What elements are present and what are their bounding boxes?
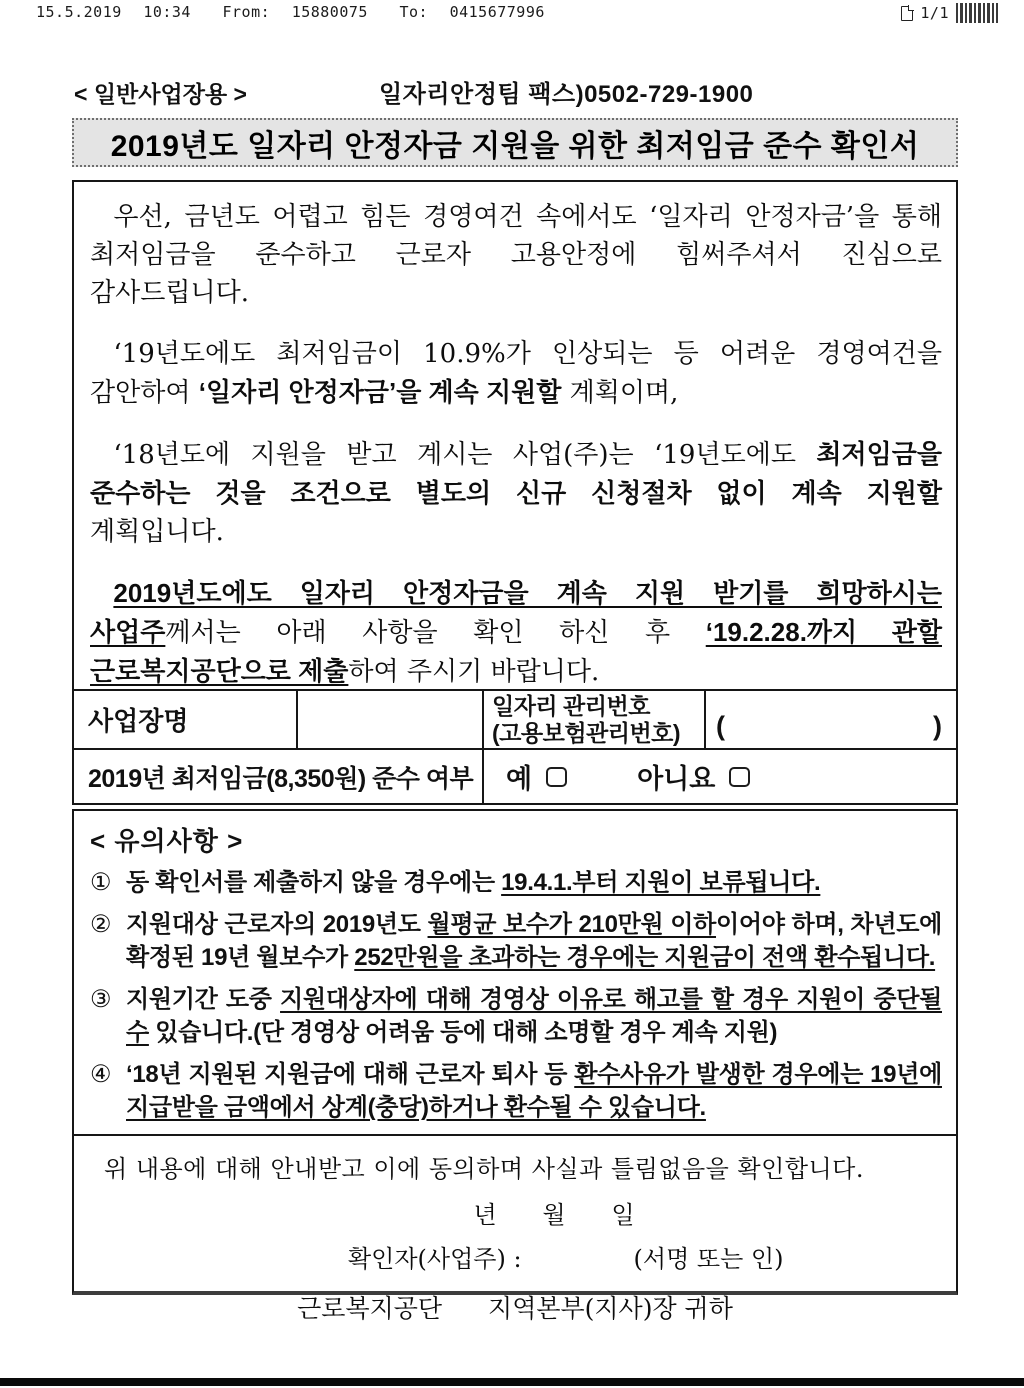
business-name-label: 사업장명: [88, 706, 189, 736]
fax-from-label: From:: [222, 3, 271, 21]
fax-barcode-icon: [956, 3, 998, 23]
fax-to-label: To:: [399, 3, 429, 21]
scan-edge-bar: [0, 1378, 1024, 1386]
notice-text-4: ‘18년 지원된 지원금에 대해 근로자 퇴사 등 환수사유가 발생한 경우에는 19년에 지급받을 금액에서 상계(충당)하거나 환수될 수 있습니다.: [126, 1061, 942, 1121]
job-number-label-line2: (고용보험관리번호): [492, 719, 681, 746]
no-checkbox[interactable]: [729, 767, 750, 787]
notice-number-2: ②: [90, 911, 112, 938]
notice-text-1: 동 확인서를 제출하지 않을 경우에는 19.4.1.부터 지원이 보류됩니다.: [126, 869, 821, 896]
document-title: 2019년도 일자리 안정자금 지원을 위한 최저임금 준수 확인서: [110, 129, 920, 163]
recipient-org: 근로복지공단: [297, 1294, 443, 1323]
job-number-label: [482, 691, 704, 748]
body-paragraph-4: 2019년도에도 일자리 안정자금을 계속 지원 받기를 희망하시는 사업주께서는 아래 사항을 확인 하신 후 ‘19.2.28.까지 관할 근로복지공단으로 제출하여 주시기 바랍니다.: [90, 578, 942, 687]
yes-checkbox[interactable]: [546, 767, 567, 787]
fax-page-info: [901, 3, 998, 23]
fax-time: 10:34: [143, 3, 191, 21]
fax-date: 15.5.2019: [36, 3, 122, 21]
notice-number-1: ①: [90, 869, 112, 896]
job-number-input[interactable]: [704, 691, 956, 748]
document-body: [72, 74, 958, 1323]
signer-label: 확인자(사업주) :: [348, 1245, 522, 1273]
business-name-input[interactable]: [296, 691, 482, 748]
signature-line: [74, 1239, 956, 1274]
fax-meta: [36, 3, 557, 21]
document-page-icon: [901, 6, 913, 21]
notice-item-1: [90, 866, 942, 899]
notice-text-2: 지원대상 근로자의 2019년도 월평균 보수가 210만원 이하이어야 하며, 차년도에 확정된 19년 월보수가 252만원을 초과하는 경우에는 지원금이 전액 환수됩니다.: [126, 911, 943, 971]
compliance-question-label: 2019년 최저임금(8,350원) 준수 여부: [74, 748, 482, 803]
form-table: [72, 689, 958, 805]
yes-label: 예: [506, 764, 533, 794]
body-paragraph-2: ‘19년도에도 최저임금이 10.9%가 인상되는 등 어려운 경영여건을 감안하여 ‘일자리 안정자금’을 계속 지원할 계획이며,: [90, 339, 942, 408]
notice-text-3: 지원기간 도중 지원대상자에 대해 경영상 이유로 해고를 할 경우 지원이 중단될 수 있습니다.(단 경영상 어려움 등에 대해 소명할 경우 계속 지원): [126, 986, 942, 1046]
open-paren: (: [716, 711, 725, 741]
notice-item-2: [90, 908, 942, 974]
job-number-label-line1: 일자리 관리번호: [492, 692, 650, 719]
usage-type-label: < 일반사업장용 >: [74, 81, 247, 107]
page-indicator: 1/1: [920, 4, 949, 22]
fax-from-number: 15880075: [291, 3, 368, 21]
team-fax-label: 일자리안정팀 팩스)0502-729-1900: [378, 81, 754, 108]
notices-heading: < 유의사항 >: [90, 826, 244, 856]
fax-to-number: 0415677996: [449, 3, 545, 21]
body-paragraph-1: 우선, 금년도 어렵고 힘든 경영여건 속에서도 ‘일자리 안정자금’을 통해 최저임금을 준수하고 근로자 고용안정에 힘써주셔서 진심으로 감사드립니다.: [90, 202, 942, 308]
recipient-line: [74, 1289, 956, 1325]
notice-item-4: [90, 1058, 942, 1124]
compliance-answer-cell: [482, 748, 956, 803]
close-paren: ): [933, 711, 942, 741]
notices-box: [72, 809, 958, 1136]
notice-number-4: ④: [90, 1061, 112, 1088]
signature-note: (서명 또는 인): [633, 1245, 784, 1273]
letter-body-box: [72, 180, 958, 691]
notice-item-3: [90, 983, 942, 1049]
notice-number-3: ③: [90, 986, 112, 1013]
fax-transmission-header: [36, 3, 998, 23]
date-line: 년 월 일: [473, 1201, 635, 1229]
confirmation-statement: 위 내용에 대해 안내받고 이에 동의하며 사실과 틀림없음을 확인합니다.: [104, 1155, 864, 1183]
title-box: [72, 118, 958, 167]
document-header-row: [72, 74, 958, 109]
no-label: 아니요: [637, 764, 716, 794]
recipient-title: 지역본부(지사)장 귀하: [488, 1294, 733, 1323]
body-paragraph-3: ‘18년도에 지원을 받고 계시는 사업(주)는 ‘19년도에도 최저임금을 준수하는 것을 조건으로 별도의 신규 신청절차 없이 계속 지원할 계획입니다.: [90, 439, 942, 547]
confirmation-box: [72, 1134, 958, 1323]
